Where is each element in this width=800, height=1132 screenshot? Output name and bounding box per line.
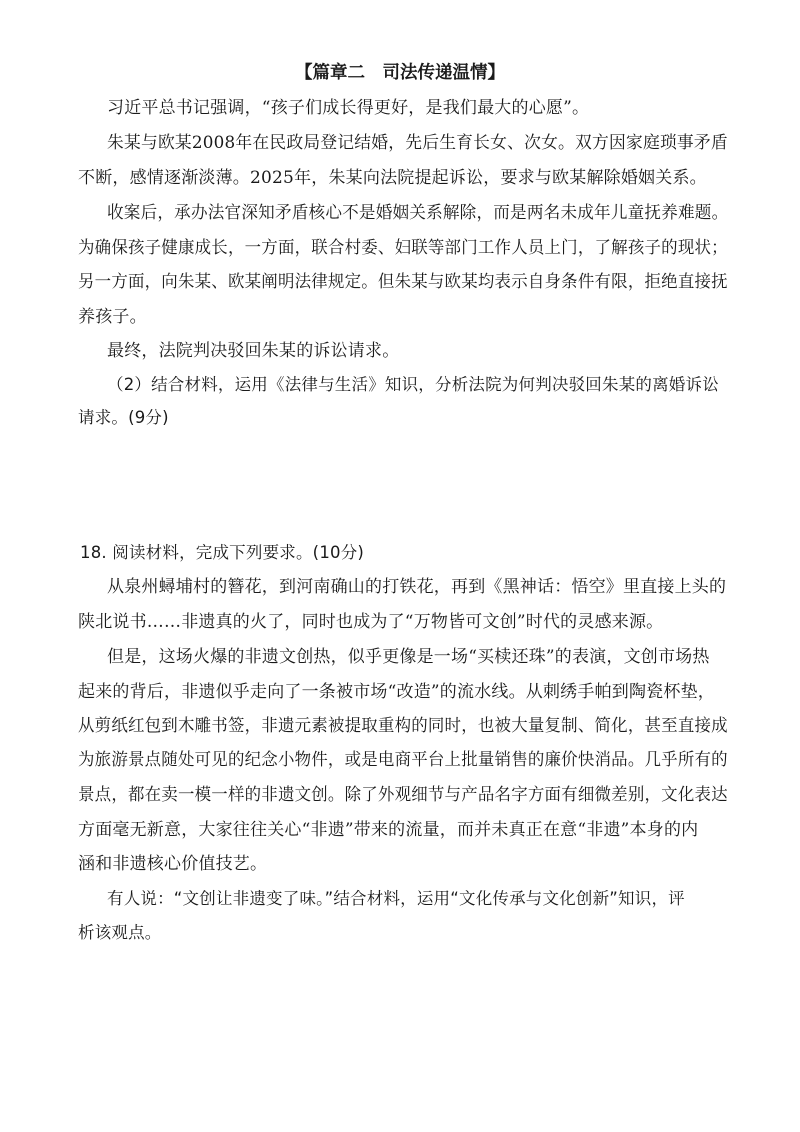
paragraph-line: 收案后，承办法官深知矛盾核心不是婚姻关系解除，而是两名未成年儿童抚养难题。 [107, 203, 729, 223]
paragraph-line: 方面毫无新意，大家往往关心“非遗”带来的流量，而并未真正在意“非遗”本身的内 [78, 820, 699, 840]
question-prompt: 析该观点。 [78, 923, 162, 942]
paragraph-line: 涵和非遗核心价值技艺。 [78, 854, 268, 874]
paragraph-line: 为确保孩子健康成长，一方面，联合村委、妇联等部门工作人员上门，了解孩子的现状； [78, 238, 728, 258]
paragraph-line: 起来的背后，非遗似乎走向了一条被市场“改造”的流水线。从刺绣手帕到陶瓷杯垫， [78, 682, 715, 702]
paragraph-line: 朱某与欧某2008年在民政局登记结婚，先后生育长女、次女。双方因家庭琐事矛盾 [107, 133, 728, 153]
paragraph-line: 不断，感情逐渐淡薄。2025年，朱某向法院提起诉讼，要求与欧某解除婚姻关系。 [78, 168, 707, 188]
paragraph-line: 另一方面，向朱某、欧某阐明法律规定。但朱某与欧某均表示自身条件有限，拒绝直接抚 [78, 272, 728, 292]
paragraph-line: 但是，这场火爆的非遗文创热，似乎更像是一场“买椟还珠”的表演，文创市场热 [107, 647, 710, 667]
section-heading: 【篇章二 司法传递温情】 [295, 63, 505, 83]
paragraph-line: 习近平总书记强调，“孩子们成长得更好，是我们最大的心愿”。 [107, 98, 590, 118]
question-prompt: 有人说：“文创让非遗变了味。”结合材料，运用“文化传承与文化创新”知识，评 [107, 889, 685, 908]
paragraph-line: 景点，都在卖一模一样的非遗文创。除了外观细节与产品名字方面有细微差别，文化表达 [78, 785, 728, 805]
paragraph-line: 为旅游景点随处可见的纪念小物件，或是电商平台上批量销售的廉价快消品。几乎所有的 [78, 750, 728, 770]
paragraph-line: 陕北说书……非遗真的火了，同时也成为了“万物皆可文创”时代的灵感来源。 [78, 612, 664, 632]
paragraph-line: 养孩子。 [78, 307, 147, 327]
paragraph-line: 最终，法院判决驳回朱某的诉讼请求。 [107, 341, 400, 361]
paragraph-line: 从剪纸红包到木雕书签，非遗元素被提取重构的同时，也被大量复制、简化，甚至直接成 [78, 716, 728, 736]
paragraph-line: 从泉州蟳埔村的簪花，到河南确山的打铁花，再到《黑神话：悟空》里直接上头的 [107, 577, 727, 597]
question-prompt: 请求。(9分) [78, 408, 169, 427]
question-number-18: 18. 阅读材料，完成下列要求。(10分) [80, 543, 365, 562]
question-prompt: （2）结合材料，运用《法律与生活》知识，分析法院为何判决驳回朱某的离婚诉讼 [107, 375, 719, 394]
